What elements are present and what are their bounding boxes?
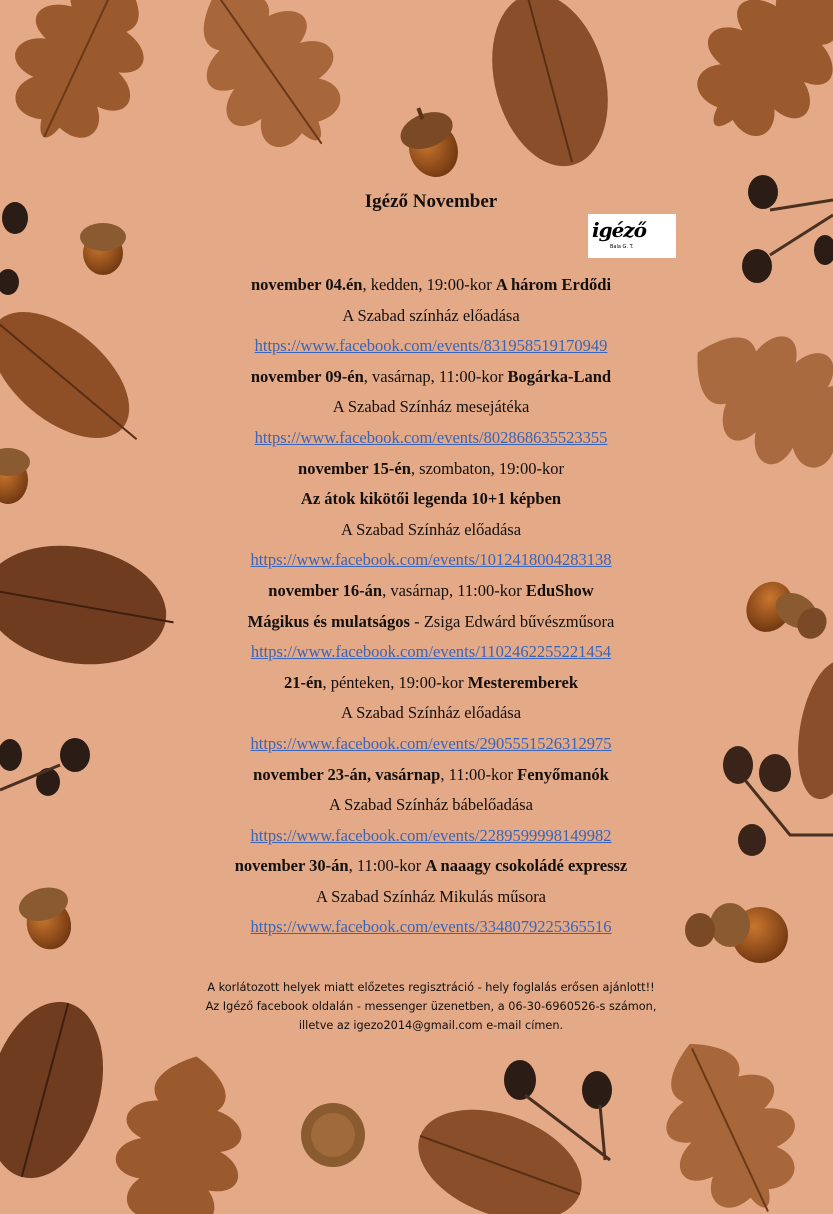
event-heading [0,851,833,882]
event-heading [0,607,833,638]
event-text: , vasárnap, 11:00-kor [363,366,508,386]
event-bold-text: november 30-án [234,856,349,876]
event-bold-text: november 16-án [268,580,383,600]
event-link-row [0,729,833,760]
event-bold-text: EduShow [525,580,594,600]
page-title: Igéző November [364,191,498,212]
event-link-row [0,821,833,852]
registration-notice [0,978,833,1035]
event-text: - Zsiga Edwárd bűvészműsora [409,611,615,631]
event-bold-text: 21-én [283,672,323,692]
event-bold-text: Az átok kikötői legenda 10+1 képben [300,489,562,509]
event-text: , 11:00-kor [440,764,518,784]
event-link-row [0,637,833,668]
event-bold-text: november 04.én [250,275,363,294]
event-heading [0,484,833,515]
event-link-row [0,912,833,943]
event-bold-text: A naaagy csokoládé expressz [425,856,628,876]
event-link-row [0,545,833,576]
event-text: , pénteken, 19:00-kor [322,672,468,692]
event-description: A Szabad Színház bábelőadása [329,795,533,815]
event-bold-text: november 09-én [250,366,364,386]
event-text: , 11:00-kor [348,856,426,876]
event-bold-text: november 15-én [298,458,411,478]
event-bold-text: Fenyőmanók [517,764,609,784]
event-heading [0,362,833,393]
event-heading [0,454,833,485]
event-bold-text: A három Erdődi [495,275,612,294]
event-text: , kedden, 19:00-kor [362,275,496,294]
event-list [0,270,833,943]
event-text: , szombaton, 19:00-kor [410,458,564,478]
event-heading [0,270,833,301]
facebook-event-link[interactable]: https://www.facebook.com/events/802868635523355 [254,427,608,447]
event-heading [0,576,833,607]
event-bold-text: november 23-án, vasárnap [253,764,441,784]
notice-line: A korlátozott helyek miatt előzetes regisztráció - hely foglalás erősen ajánlott!! [207,981,655,994]
event-description: A Szabad Színház mesejátéka [332,397,530,417]
event-text: , vasárnap, 11:00-kor [382,580,526,600]
event-link-row [0,423,833,454]
event-link-row [0,331,833,362]
event-bold-text: Mágikus és mulatságos [247,611,410,631]
facebook-event-link[interactable]: https://www.facebook.com/events/1102462255221454 [250,642,612,662]
facebook-event-link[interactable]: https://www.facebook.com/events/1012418004283138 [250,550,612,570]
facebook-event-link[interactable]: https://www.facebook.com/events/831958519170949 [254,336,608,356]
logo-text: igéző [592,218,647,242]
notice-line: Az Igéző facebook oldalán - messenger üzenetben, a 06-30-6960526-s számon, [205,1000,657,1013]
facebook-event-link[interactable]: https://www.facebook.com/events/2289599998149982 [250,825,612,845]
facebook-event-link[interactable]: https://www.facebook.com/events/2905551526312975 [250,733,612,753]
event-heading [0,668,833,699]
notice-line: illetve az igezo2014@gmail.com e-mail címen. [298,1019,564,1032]
event-heading [0,760,833,791]
event-bold-text: Mesteremberek [467,672,579,692]
logo [588,214,676,258]
facebook-event-link[interactable]: https://www.facebook.com/events/3348079225365516 [250,917,612,937]
logo-subtext: Bala G. T. [610,244,634,250]
event-description: A Szabad Színház előadása [340,519,522,539]
event-description: A Szabad Színház Mikulás műsora [315,886,547,906]
event-description: A Szabad színház előadása [342,305,520,325]
event-description: A Szabad Színház előadása [340,703,522,723]
event-bold-text: Bogárka-Land [507,366,612,386]
